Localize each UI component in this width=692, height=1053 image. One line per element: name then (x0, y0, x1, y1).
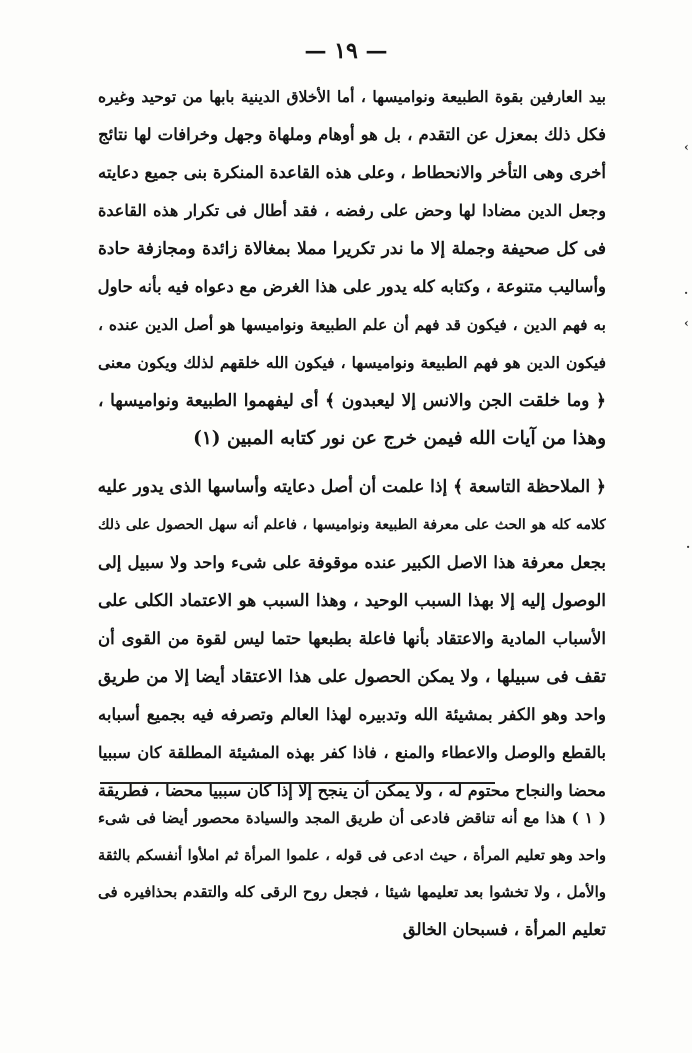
margin-mark: · (686, 540, 691, 554)
text-line: فى كل صحيفة وجملة إلا ما ندر تكريرا مملا بمغالاة زائدة ومجازفة حادة (98, 239, 606, 259)
margin-mark: · (684, 286, 689, 300)
margin-mark: › (684, 316, 689, 330)
text-line: بالقطع والوصل والاعطاء والمنع ، فاذا كفر بهذه المشيئة المطلقة كان سببيا (98, 743, 606, 762)
page-number: — ١٩ — (304, 38, 388, 64)
text-line: الأسباب المادية والاعتقاد بأنها فاعلة بطبعها حتما ليس لقوة من القوى أن (98, 629, 606, 648)
text-line: فكل ذلك بمعزل عن التقدم ، بل هو أوهام وملهاة وجهل وخرافات لها نتائج (98, 125, 606, 144)
margin-mark: › (684, 140, 689, 154)
footnote-line: ( ١ ) هذا مع أنه تناقض فادعى أن طريق المجد والسيادة محصور أيضا فى شىء (98, 809, 606, 827)
text-line: وأساليب متنوعة ، وكتابه كله يدور على هذا الغرض مع دعواه فيه بأنه حاول (98, 277, 606, 296)
footnote-divider (100, 782, 495, 784)
text-line: محضا والنجاح محتوم له ، ولا يمكن أن ينجح إلا إذا كان سببيا محضا ، فطريقة (98, 781, 606, 800)
text-line: به فهم الدين ، فيكون قد فهم أن علم الطبيعة ونواميسها هو أصل الدين عنده ، (98, 315, 606, 334)
text-line: ﴿ الملاحظة التاسعة ﴾ إذا علمت أن أصل دعايته وأساسها الذى يدور عليه (98, 477, 606, 497)
footnote-line: والأمل ، ولا تخشوا بعد تعليمها شيئا ، فجعل روح الرقى كله والتقدم بحذافيره فى (98, 883, 606, 901)
text-line: كلامه كله هو الحث على معرفة الطبيعة ونواميسها ، فاعلم أنه سهل الحصول على ذلك (98, 517, 606, 533)
text-line: بجعل معرفة هذا الاصل الكبير عنده موقوفة على شىء واحد ولا سبيل إلى (98, 553, 606, 572)
text-line: وجعل الدين مضادا لها وحض على رفضه ، فقد أطال فى تكرار هذه القاعدة (98, 201, 606, 220)
footnote (98, 800, 606, 948)
main-text (98, 78, 606, 810)
text-line: وهذا من آيات الله فيمن خرج عن نور كتابه المبين (١) (193, 428, 606, 449)
paragraph-gap (98, 458, 606, 468)
text-line: بيد العارفين بقوة الطبيعة ونواميسها ، أما الأخلاق الدينية بابها من توحيد وغيره (98, 87, 606, 106)
text-line: فيكون الدين هو فهم الطبيعة ونواميسها ، فيكون الله خلقهم لذلك ويكون معنى (98, 353, 606, 372)
footnote-line: واحد وهو تعليم المرأة ، حيث ادعى فى قوله ، علموا المرأة ثم املأوا أنفسكم بالثقة (98, 847, 606, 864)
text-line: أخرى وهى التأخر والانحطاط ، وعلى هذه القاعدة المنكرة بنى جميع دعايته (98, 163, 606, 182)
footnote-line: تعليم المرأة ، فسبحان الخالق (402, 920, 606, 939)
text-line: ﴿ وما خلقت الجن والانس إلا ليعبدون ﴾ أى ليفهموا الطبيعة ونواميسها ، (98, 391, 606, 411)
text-line: واحد وهو الكفر بمشيئة الله وتدبيره لهذا العالم وتصرفه فيه بجميع أسبابه (98, 705, 606, 724)
text-line: الوصول إليه إلا بهذا السبب الوحيد ، وهذا السبب هو الاعتماد الكلى على (98, 591, 606, 611)
text-line: تقف فى سبيلها ، ولا يمكن الحصول على هذا الاعتقاد أيضا إلا من طريق (98, 667, 606, 687)
